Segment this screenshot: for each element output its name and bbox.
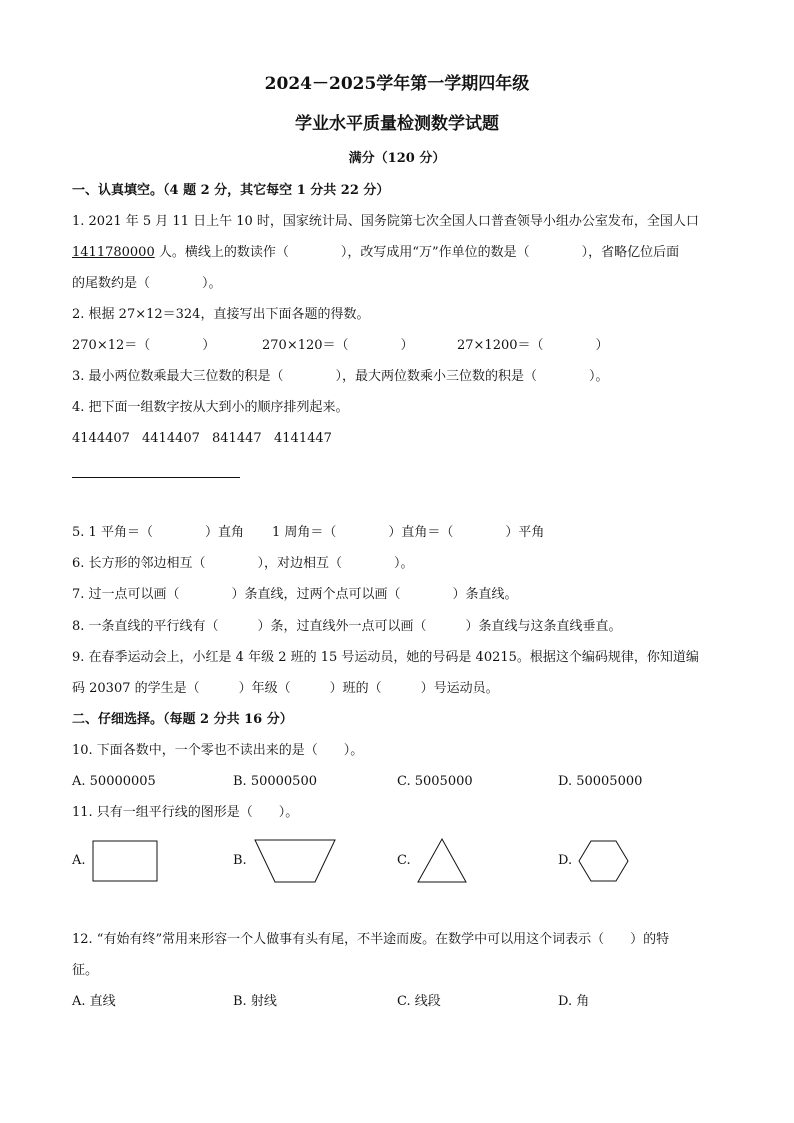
q10-text: 10. 下面各数中，一个零也不读出来的是（ ）。 (72, 743, 364, 758)
q4-number-4: 4141447 (274, 431, 332, 446)
q12-option-b: B. 射线 (233, 994, 277, 1009)
q12-option-c: C. 线段 (397, 994, 441, 1009)
q11-option-c-label: C. (397, 853, 411, 868)
q5-item-a: 5. 1 平角＝（ ）直角 (72, 525, 244, 540)
rectangle-icon (92, 840, 160, 884)
q4-text: 4. 把下面一组数字按从大到小的顺序排列起来。 (72, 400, 349, 415)
q11-option-d-label: D. (558, 853, 573, 868)
q10-option-d: D. 50005000 (558, 774, 643, 789)
q1-line2 (72, 245, 679, 261)
q2-item-c: 27×1200＝（ ） (457, 338, 609, 353)
q6-text: 6. 长方形的邻边相互（ ），对边相互（ ）。 (72, 556, 414, 571)
q8-text: 8. 一条直线的平行线有（ ）条，过直线外一点可以画（ ）条直线与这条直线垂直。 (72, 619, 622, 634)
q12-line1: 12. “有始有终”常用来形容一个人做事有头有尾，不半途而废。在数学中可以用这个词表示（ ）的特 (72, 932, 670, 947)
q12-line2: 征。 (72, 963, 99, 978)
q1-line1: 1. 2021 年 5 月 11 日上午 10 时，国家统计局、国务院第七次全国人口普查领导小组办公室发布，全国人口 (72, 214, 699, 229)
section2-heading: 二、仔细选择。（每题 2 分共 16 分） (72, 712, 293, 727)
q2-text: 2. 根据 27×12＝324，直接写出下面各题的得数。 (72, 307, 370, 322)
q11-option-a-label: A. (72, 853, 86, 868)
q4-number-2: 4414407 (142, 431, 200, 446)
q10-option-c: C. 5005000 (397, 774, 473, 789)
q4-number-1: 4144407 (72, 431, 130, 446)
exam-title-line2: 学业水平质量检测数学试题 (295, 114, 499, 134)
q10-option-b: B. 50000500 (233, 774, 317, 789)
q4-number-3: 841447 (212, 431, 262, 446)
q11-option-b-label: B. (233, 853, 247, 868)
q11-text: 11. 只有一组平行线的图形是（ ）。 (72, 805, 299, 820)
exam-title-line1: 2024－2025学年第一学期四年级 (264, 74, 530, 94)
q9-line2: 码 20307 的学生是（ ）年级（ ）班的（ ）号运动员。 (72, 681, 499, 696)
q4-answer-line (72, 477, 240, 478)
triangle-icon (417, 837, 469, 884)
exam-total-score: 满分（120 分） (348, 151, 446, 166)
q5-item-b: 1 周角＝（ ）直角＝（ ）平角 (272, 525, 545, 540)
q12-option-a: A. 直线 (72, 994, 116, 1009)
q1-line2-rest: 人。横线上的数读作（ ），改写成用“万”作单位的数是（ ），省略亿位后面 (158, 245, 680, 260)
q2-item-b: 270×120＝（ ） (262, 338, 414, 353)
q12-option-d: D. 角 (558, 994, 590, 1009)
q10-option-a: A. 50000005 (72, 774, 156, 789)
q7-text: 7. 过一点可以画（ ）条直线，过两个点可以画（ ）条直线。 (72, 587, 518, 602)
q3-text: 3. 最小两位数乘最大三位数的积是（ ），最大两位数乘小三位数的积是（ ）。 (72, 369, 609, 384)
q1-underlined-number: 1411780000 (72, 245, 155, 260)
trapezoid-icon (253, 838, 337, 884)
q2-item-a: 270×12＝（ ） (72, 338, 216, 353)
q1-line3: 的尾数约是（ ）。 (72, 276, 222, 291)
q9-line1: 9. 在春季运动会上，小红是 4 年级 2 班的 15 号运动员，她的号码是 40215。根据这个编码规律，你知道编 (72, 650, 699, 665)
section1-heading: 一、认真填空。（4 题 2 分，其它每空 1 分共 22 分） (72, 183, 390, 198)
hexagon-icon (578, 839, 630, 883)
